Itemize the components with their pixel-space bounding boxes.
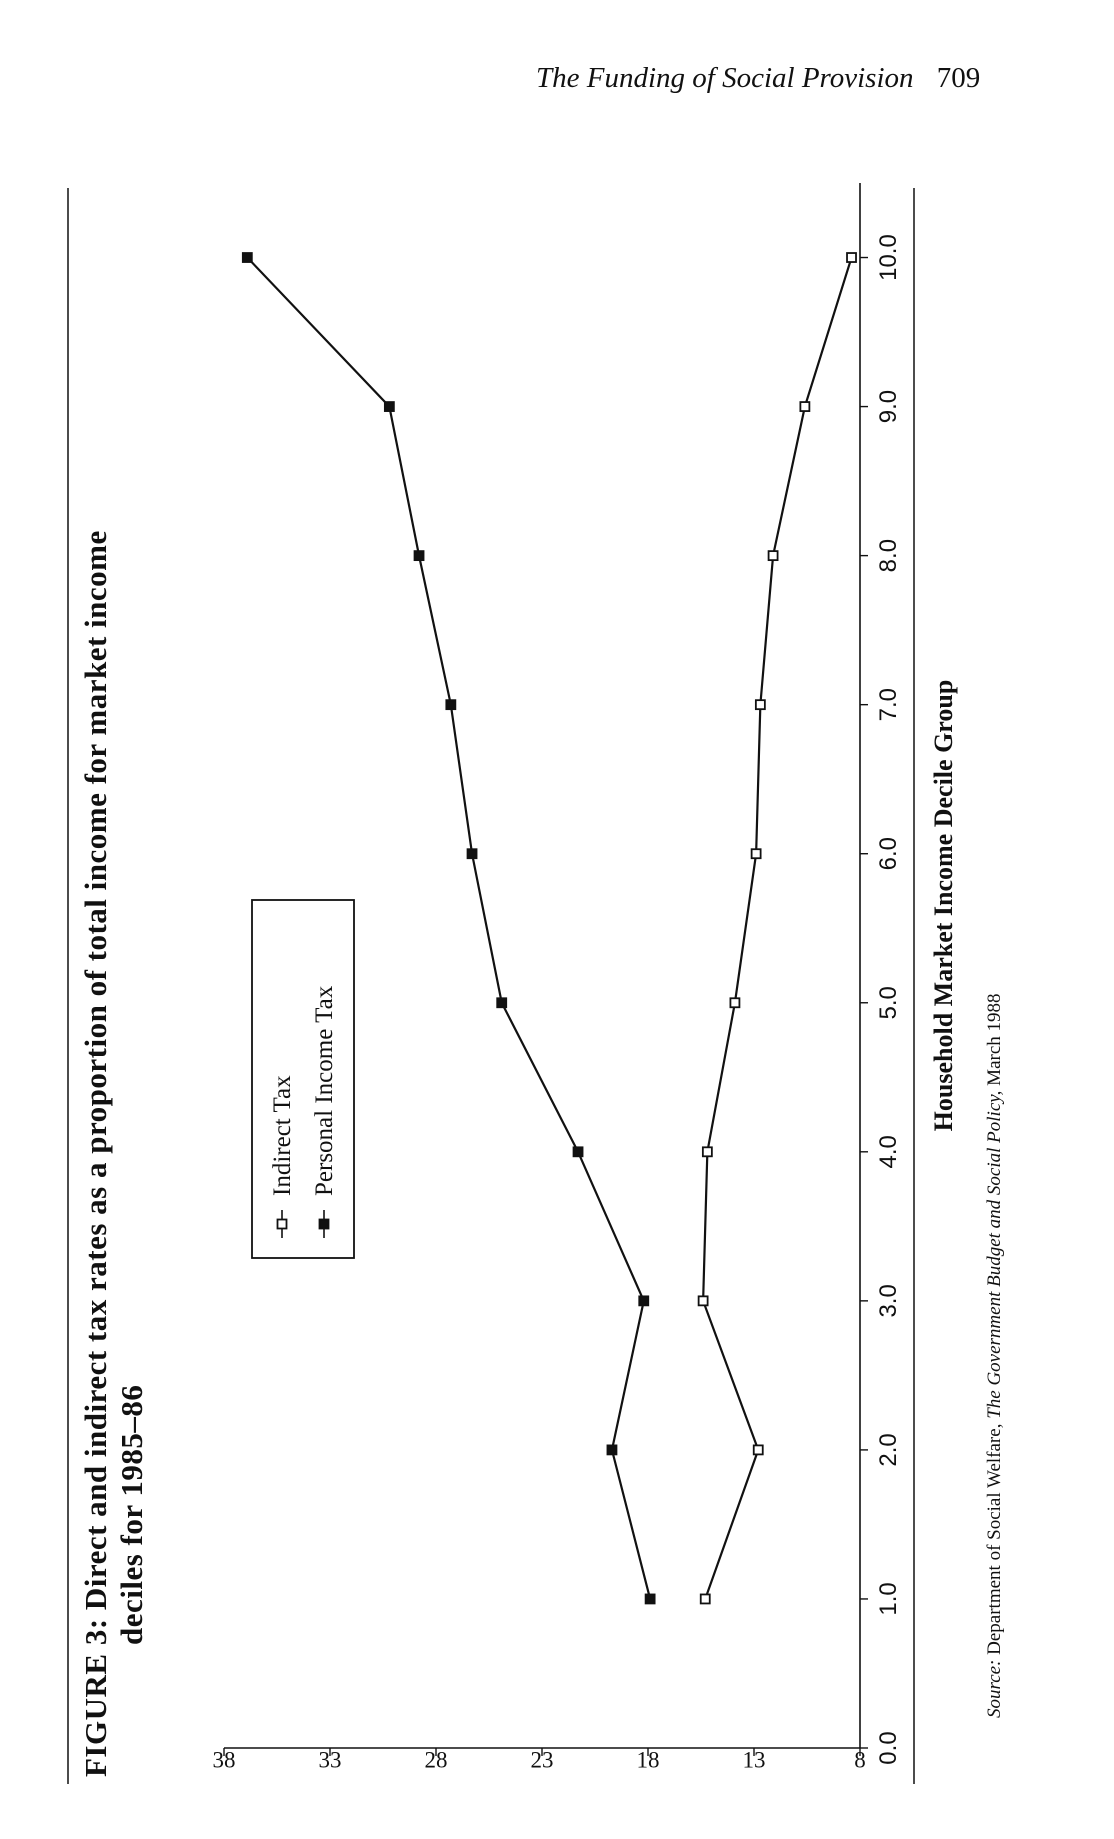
y-tick-label: 33 [318, 1747, 342, 1773]
legend-swatch-marker [278, 1220, 287, 1229]
source-note [984, 993, 1006, 1718]
legend-label: Personal Income Tax [311, 985, 338, 1196]
data-point [756, 700, 765, 709]
data-point [646, 1594, 655, 1603]
source-title: The Government Budget and Social Policy, [984, 1090, 1005, 1419]
data-point [701, 1594, 710, 1603]
data-point [752, 849, 761, 858]
series-0 [699, 253, 856, 1603]
data-point [754, 1445, 763, 1454]
data-point [607, 1445, 616, 1454]
data-point [415, 551, 424, 560]
caption-line-2: deciles for 1985–86 [114, 1384, 149, 1645]
page-number: 709 [936, 62, 981, 94]
x-tick-label: 0.0 [875, 1731, 902, 1765]
x-tick-label: 7.0 [875, 687, 902, 722]
data-point [699, 1296, 708, 1305]
rotated-figure [64, 136, 1044, 1828]
series-line [703, 258, 851, 1599]
y-tick-label: 23 [530, 1747, 554, 1773]
y-tick-label: 8 [854, 1747, 866, 1773]
data-point [574, 1147, 583, 1156]
x-tick-label: 9.0 [875, 389, 902, 424]
y-tick-label: 13 [742, 1747, 766, 1773]
x-tick-label: 4.0 [875, 1135, 902, 1169]
x-tick-label: 1.0 [875, 1582, 902, 1616]
x-axis-label: Household Market Income Decile Group [929, 679, 958, 1132]
data-point [847, 253, 856, 262]
x-tick-label: 8.0 [875, 538, 902, 573]
legend-label: Indirect Tax [269, 1075, 296, 1196]
x-tick-label: 2.0 [875, 1433, 902, 1467]
line-chart [64, 136, 1044, 1828]
data-point [769, 551, 778, 560]
legend-swatch-marker [320, 1220, 329, 1229]
source-label: Source: [984, 1659, 1005, 1718]
data-point [730, 998, 739, 1007]
data-point [639, 1296, 648, 1305]
x-tick-label: 3.0 [875, 1284, 902, 1318]
data-point [243, 253, 252, 262]
data-point [468, 849, 477, 858]
x-tick-label: 10.0 [875, 234, 902, 281]
legend-box [252, 900, 354, 1258]
source-text-2: March 1988 [984, 993, 1005, 1086]
source-text-1: Department of Social Welfare, [984, 1423, 1005, 1655]
data-point [703, 1147, 712, 1156]
legend [252, 900, 354, 1258]
y-tick-label: 38 [212, 1747, 236, 1773]
data-point [446, 700, 455, 709]
running-title [536, 62, 994, 95]
x-tick-label: 5.0 [875, 986, 902, 1020]
caption-line-1: FIGURE 3: Direct and indirect tax rates as a proportion of total income for market income [78, 530, 113, 1777]
x-tick-label: 6.0 [875, 837, 902, 871]
data-point [497, 998, 506, 1007]
running-title-text: The Funding of Social Provision [536, 62, 914, 94]
data-point [385, 402, 394, 411]
y-tick-label: 18 [636, 1747, 660, 1773]
y-tick-label: 28 [424, 1747, 448, 1773]
data-point [800, 402, 809, 411]
